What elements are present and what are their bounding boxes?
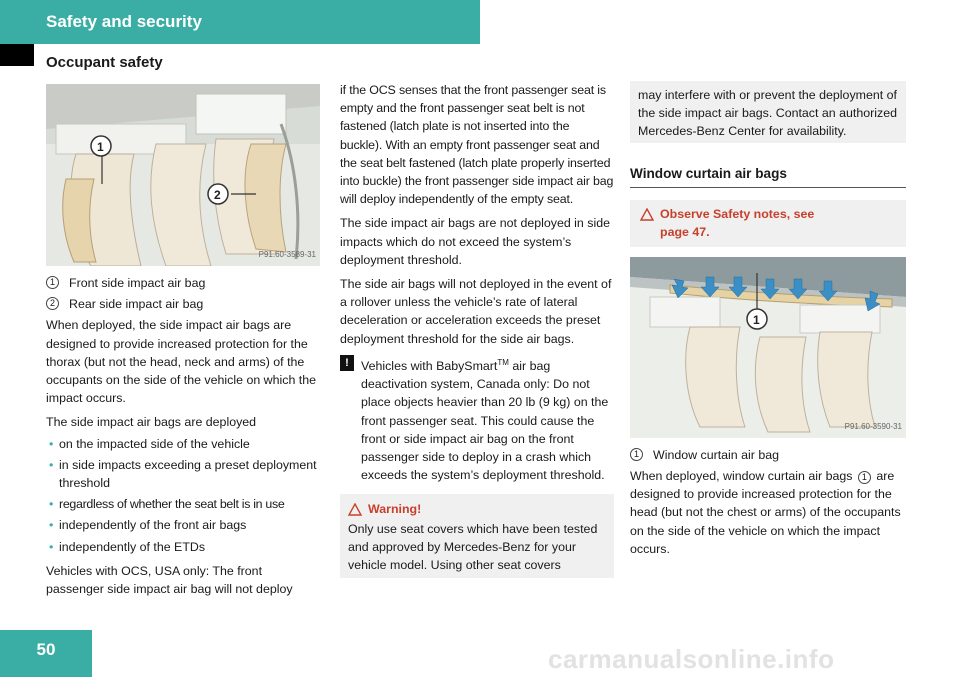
section-heading: Window curtain air bags [630,165,906,188]
subsection-title: Occupant safety [46,54,163,71]
column-2 [340,81,614,578]
warning-box [340,494,614,578]
warning-text: Only use seat covers which have been tested and approved by Mercedes-Benz for your vehicle model. Using other seat covers [348,521,598,572]
exclamation-icon: ! [340,355,354,371]
paragraph: The side air bags will not deployed in the event of a rollover unless the vehicle’s rate of lateral deceleration or acceleration exceeds the preset deployment threshold for the side air bags. [340,277,612,346]
bullet-item: • in side impacts exceeding a preset deployment threshold [46,456,321,492]
bullet-list [46,435,321,556]
safety-notes-box [630,200,906,247]
car-interior-illustration [46,84,320,266]
legend-text: Rear side impact air bag [69,297,204,312]
legend-item [46,274,321,292]
note [340,354,614,485]
legend-item [46,295,321,313]
page-number: 50 [0,630,92,677]
legend-item [630,446,906,464]
watermark: carmanualsonline.info [548,644,835,674]
paragraph: The side impact air bags are not deployed in side impacts which do not exceed the system’s deployment threshold. [340,216,610,267]
section-title: Safety and security [46,12,202,31]
warning-title: Warning! [368,502,422,517]
bullet-item: • on the impacted side of the vehicle [46,435,321,453]
callout-1: 1 [753,312,760,327]
paragraph: if the OCS senses that the front passenger seat is empty and the front passenger seat belt is not fastened (latch plate is not inserted into the buckle). With an empty front passenger seat and the seat belt fastened (latch plate properly inserted into buckle) the front passenger side impact air bag will deploy independently of the empty seat. [340,83,614,207]
safety-notes-text[interactable]: Observe Safety notes, see page 47. [660,206,815,239]
warning-triangle-icon [348,503,362,516]
curtain-airbag-illustration [630,257,906,438]
paragraph: When deployed, the side impact air bags are designed to provide increased protection for the thorax (but not the head, neck and arms) of the occupants on the side of the vehicle on which the impact occurs. [46,318,317,406]
curtain-airbag-figure [630,257,906,438]
callout-2: 2 [214,188,221,202]
column-3 [630,81,906,564]
column-1 [46,84,321,604]
header-marker [0,44,34,66]
legend-number: 1 [630,448,643,461]
callout-1: 1 [97,140,104,154]
paragraph: Vehicles with OCS, USA only: The front passenger side impact air bag will not deploy [46,563,293,597]
legend-number: 1 [46,276,59,289]
bullet-item: • independently of the front air bags [46,516,321,534]
warning-header [348,500,606,518]
inline-callout: 1 [858,471,871,484]
legend-number: 2 [46,297,59,310]
legend-text: Front side impact air bag [69,276,206,290]
paragraph: The side impact air bags are deployed [46,415,257,430]
note-text: Vehicles with BabySmart™ air bag deactivation system, Canada only: Do not place objects heavier than 20 lb (9 kg) on the front passenger seat. This could cause the front or side impact air bag on the front passenger side to deploy in a crash which exceeds the system’s deployment threshold. [361,357,609,483]
legend-text: Window curtain air bag [653,447,780,462]
figure-code: P91.60-3590-31 [844,421,902,431]
warning-text: may interfere with or prevent the deployment of the side impact air bags. Contact an authorized Mercedes-Benz Center for availability. [638,88,897,139]
bullet-item: • regardless of whether the seat belt is in use [46,495,321,513]
warning-box-continued [630,81,906,143]
warning-triangle-icon [640,208,654,221]
figure-code: P91.60-3589-31 [258,249,316,259]
side-airbag-figure [46,84,320,266]
paragraph: When deployed, window curtain air bags 1 are designed to provide increased protection for the head (but not the chest or arms) of the occupants on the side of the vehicle on which the impact occurs. [630,469,901,556]
bullet-item: • independently of the ETDs [46,538,321,556]
